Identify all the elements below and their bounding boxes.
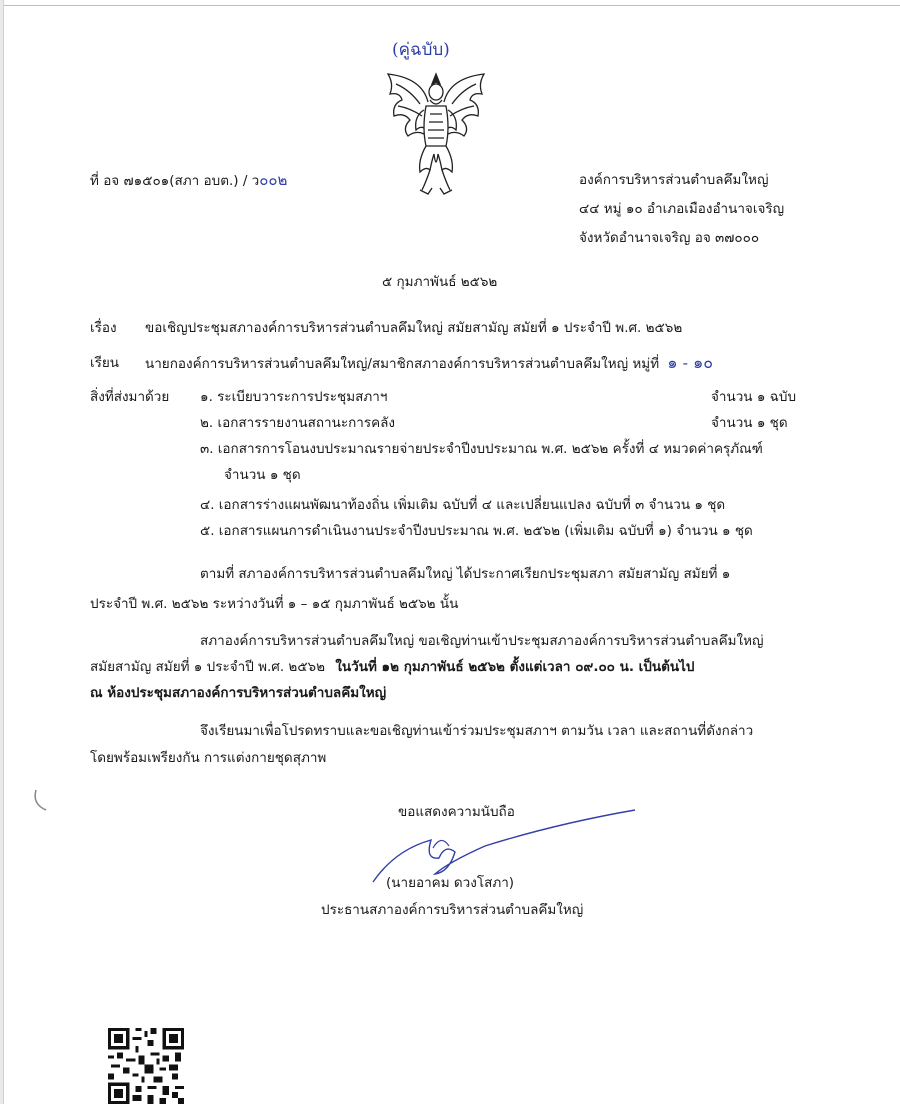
paragraph-2-meeting-venue: ณ ห้องประชุมสภาองค์การบริหารส่วนตำบลคึมใหญ่: [90, 685, 387, 701]
attachment-item-2: ๒. เอกสารรายงานสถานะการคลัง: [200, 415, 395, 431]
recipient-text: นายกองค์การบริหารส่วนตำบลคึมใหญ่/สมาชิกสภาองค์การบริหารส่วนตำบลคึมใหญ่ หมู่ที่: [145, 356, 660, 372]
paragraph-2-line-2-regular: สมัยสามัญ สมัยที่ ๑ ประจำปี พ.ศ. ๒๕๖๒: [90, 659, 326, 675]
qr-code-icon: [108, 1028, 184, 1104]
garuda-emblem-icon: [380, 70, 492, 196]
sender-address-line-3: จังหวัดอำนาจเจริญ อจ ๓๗๐๐๐: [579, 230, 760, 246]
reference-number: ๐๐๒: [259, 171, 288, 189]
paragraph-3-line-1: จึงเรียนมาเพื่อโปรดทราบและขอเชิญท่านเข้าร่วมประชุมสภาฯ ตามวัน เวลา และสถานที่ดังกล่าว: [200, 723, 754, 739]
paragraph-2-line-1: สภาองค์การบริหารส่วนตำบลคึมใหญ่ ขอเชิญท่านเข้าประชุมสภาองค์การบริหารส่วนตำบลคึมใหญ่: [200, 633, 764, 649]
attachment-item-3-qty: จำนวน ๑ ชุด: [224, 467, 301, 483]
punch-hole-mark: [30, 786, 60, 816]
attachment-item-2-qty: จำนวน ๑ ชุด: [711, 415, 788, 431]
attachment-item-3: ๓. เอกสารการโอนงบประมาณรายจ่ายประจำปีงบประมาณ พ.ศ. ๒๕๖๒ ครั้งที่ ๔ หมวดค่าครุภัณฑ์: [200, 441, 763, 457]
paragraph-2-meeting-datetime: ในวันที่ ๑๒ กุมภาพันธ์ ๒๕๖๒ ตั้งแต่เวลา ๐๙.๐๐ น. เป็นต้นไป: [335, 659, 695, 675]
attachments-label: สิ่งที่ส่งมาด้วย: [90, 389, 170, 405]
reference-line: [90, 168, 287, 192]
page-left-border: [0, 0, 4, 1104]
copy-mark: (คู่ฉบับ): [392, 40, 450, 60]
reference-prefix: ที่ อจ ๗๑๕๐๑(สภา อบต.) / ว: [90, 173, 260, 189]
sender-address-line-2: ๔๔ หมู่ ๑๐ อำเภอเมืองอำนาจเจริญ: [579, 201, 785, 217]
attachment-item-5: ๕. เอกสารแผนการดำเนินงานประจำปีงบประมาณ พ.ศ. ๒๕๖๒ (เพิ่มเติม ฉบับที่ ๑) จำนวน ๑ ชุด: [200, 523, 753, 539]
subject-label: เรื่อง: [90, 320, 117, 336]
signer-name: (นายอาคม ดวงโสภา): [386, 875, 515, 891]
paragraph-3-line-2: โดยพร้อมเพรียงกัน การแต่งกายชุดสุภาพ: [90, 750, 327, 766]
recipient-handwritten-range: ๑ - ๑๐: [667, 353, 714, 372]
closing-salutation: ขอแสดงความนับถือ: [398, 804, 515, 820]
paragraph-1-line-1: ตามที่ สภาองค์การบริหารส่วนตำบลคึมใหญ่ ได้ประกาศเรียกประชุมสภา สมัยสามัญ สมัยที่ ๑: [200, 566, 731, 582]
attachment-item-1: ๑. ระเบียบวาระการประชุมสภาฯ: [200, 389, 388, 405]
attachment-item-1-qty: จำนวน ๑ ฉบับ: [711, 389, 797, 405]
paragraph-1-line-2: ประจำปี พ.ศ. ๒๕๖๒ ระหว่างวันที่ ๑ – ๑๕ กุมภาพันธ์ ๒๕๖๒ นั้น: [90, 596, 459, 612]
recipient-label: เรียน: [90, 355, 120, 371]
subject-text: ขอเชิญประชุมสภาองค์การบริหารส่วนตำบลคึมใหญ่ สมัยสามัญ สมัยที่ ๑ ประจำปี พ.ศ. ๒๕๖๒: [145, 320, 683, 336]
page-top-border: [0, 0, 900, 6]
sender-address-line-1: องค์การบริหารส่วนตำบลคึมใหญ่: [579, 172, 769, 188]
paragraph-2-line-2: [90, 655, 694, 677]
letter-date: ๕ กุมภาพันธ์ ๒๕๖๒: [382, 274, 498, 290]
recipient-line: [145, 351, 713, 376]
signer-title: ประธานสภาองค์การบริหารส่วนตำบลคึมใหญ่: [321, 902, 584, 918]
attachment-item-4: ๔. เอกสารร่างแผนพัฒนาท้องถิ่น เพิ่มเติม ฉบับที่ ๔ และเปลี่ยนแปลง ฉบับที่ ๓ จำนวน ๑ ชุด: [200, 497, 726, 513]
